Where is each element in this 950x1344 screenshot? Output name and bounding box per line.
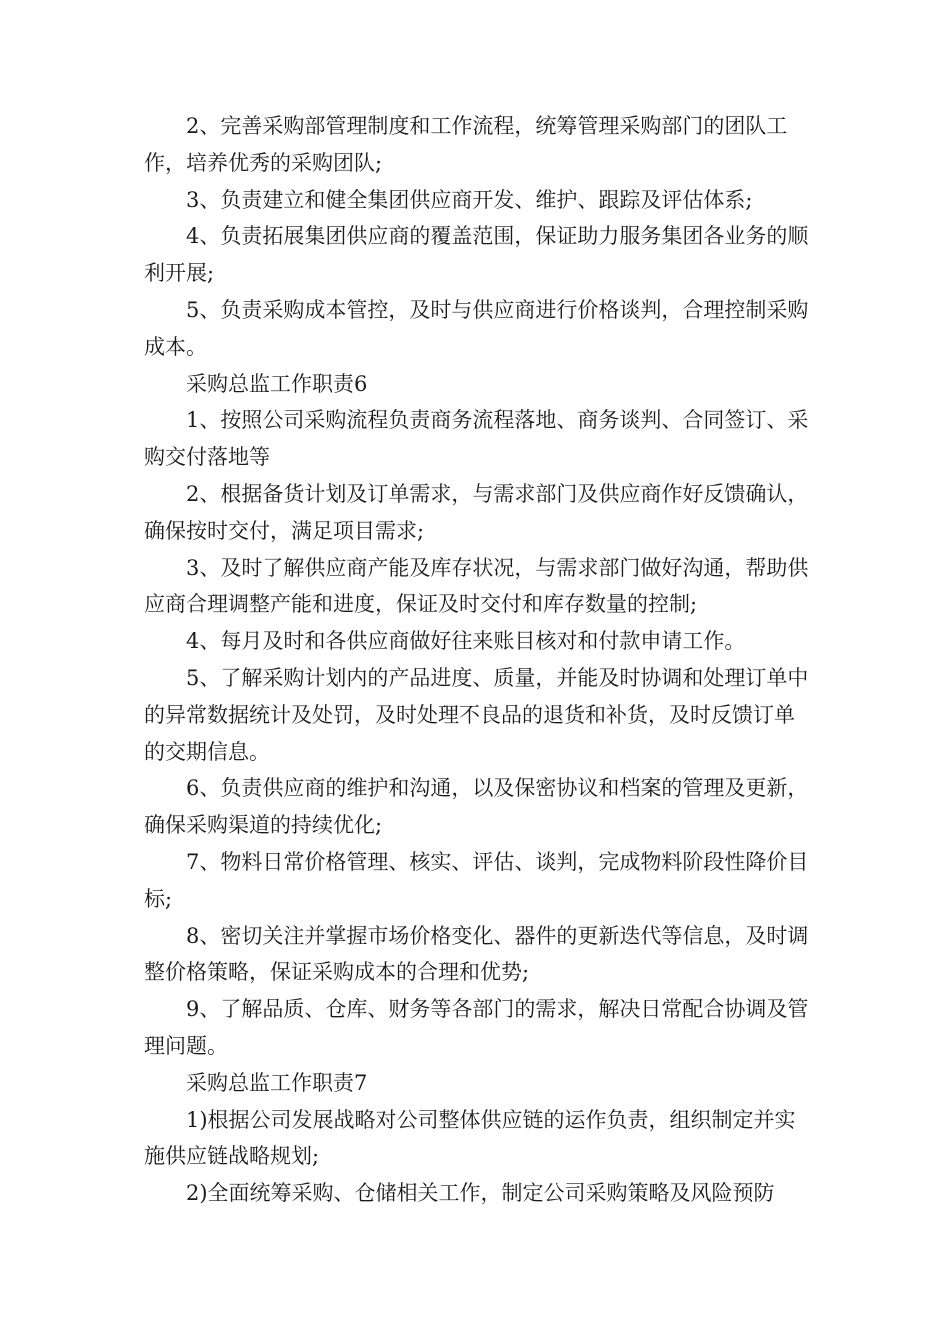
paragraph-6-item-5: 5、了解采购计划内的产品进度、质量，并能及时协调和处理订单中的异常数据统计及处罚，及时处理不良品的退货和补货，及时反馈订单的交期信息。 [144,665,809,764]
paragraph-item-4: 4、负责拓展集团供应商的覆盖范围，保证助力服务集团各业务的顺利开展; [144,224,809,286]
document-body [144,108,812,1212]
paragraph-item-5: 5、负责采购成本管控，及时与供应商进行价格谈判，合理控制采购成本。 [144,297,809,359]
paragraph-6-item-3: 3、及时了解供应商产能及库存状况，与需求部门做好沟通，帮助供应商合理调整产能和进度，保证及时交付和库存数量的控制; [144,555,809,617]
paragraph-6-item-4: 4、每月及时和各供应商做好往来账目核对和付款申请工作。 [186,629,746,654]
paragraph-item-2: 2、完善采购部管理制度和工作流程，统筹管理采购部门的团队工作，培养优秀的采购团队; [144,114,788,175]
paragraph-6-item-9: 9、了解品质、仓库、财务等各部门的需求，解决日常配合协调及管理问题。 [144,997,809,1058]
paragraph-item-3: 3、负责建立和健全集团供应商开发、维护、跟踪及评估体系; [186,187,753,212]
paragraph-6-item-7: 7、物料日常价格管理、核实、评估、谈判，完成物料阶段性降价目标; [144,849,809,911]
paragraph-7-item-2: 2)全面统筹采购、仓储相关工作，制定公司采购策略及风险预防 [186,1181,775,1206]
section-heading-6: 采购总监工作职责6 [186,371,368,396]
paragraph-7-item-1: 1)根据公司发展战略对公司整体供应链的运作负责，组织制定并实施供应链战略规划; [144,1107,796,1169]
paragraph-6-item-2: 2、根据备货计划及订单需求，与需求部门及供应商作好反馈确认，确保按时交付，满足项目需求; [144,481,809,543]
paragraph-6-item-6: 6、负责供应商的维护和沟通，以及保密协议和档案的管理及更新，确保采购渠道的持续优化; [144,776,809,838]
paragraph-6-item-8: 8、密切关注并掌握市场价格变化、器件的更新迭代等信息，及时调整价格策略，保证采购成本的合理和优势; [144,923,809,985]
section-heading-7: 采购总监工作职责7 [186,1070,368,1095]
paragraph-6-item-1: 1、按照公司采购流程负责商务流程落地、商务谈判、合同签订、采购交付落地等 [144,408,809,470]
